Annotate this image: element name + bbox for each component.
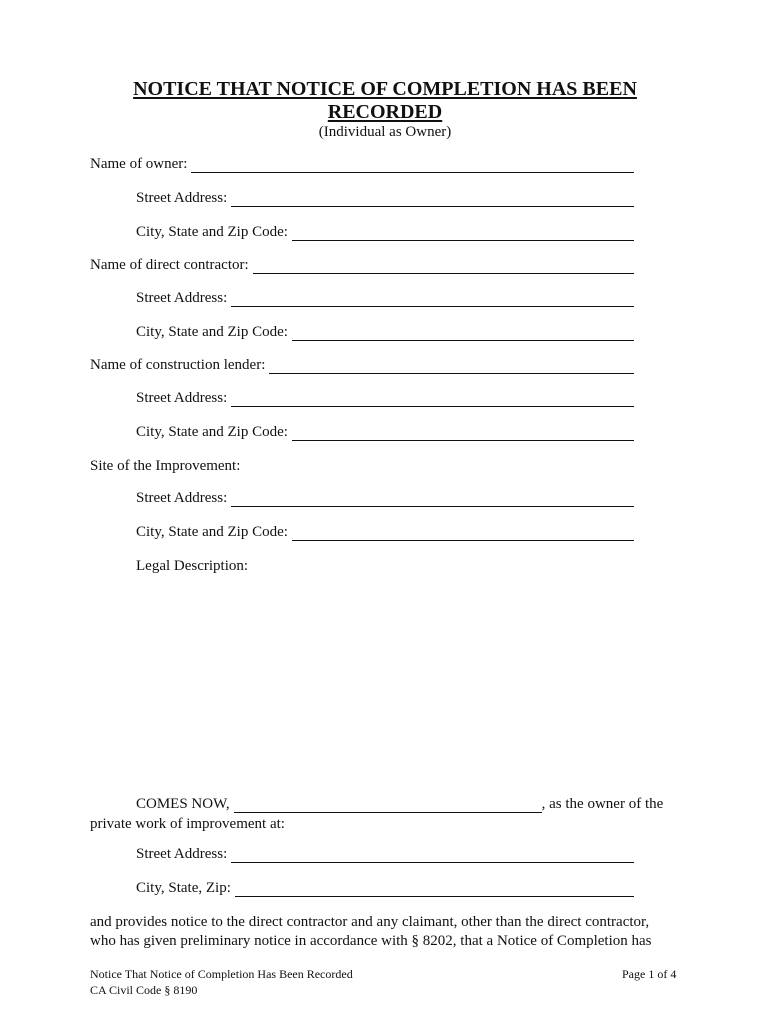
contractor-name-line[interactable] [253, 258, 634, 274]
body-text-line1: and provides notice to the direct contractor and any claimant, other than the direct contractor, [90, 914, 650, 930]
owner-city-label: City, State and Zip Code: [136, 224, 288, 240]
improvement-city-line[interactable] [235, 881, 634, 897]
document-subtitle: (Individual as Owner) [318, 124, 452, 140]
comes-now-owner-line[interactable] [234, 797, 542, 813]
legal-description-label: Legal Description: [136, 558, 249, 574]
owner-city-line[interactable] [292, 225, 634, 241]
owner-name-line[interactable] [191, 157, 634, 173]
owner-name-field[interactable] [90, 155, 634, 173]
contractor-street-line[interactable] [231, 291, 634, 307]
lender-name-label: Name of construction lender: [90, 357, 266, 373]
contractor-city-field[interactable] [136, 323, 634, 341]
comes-now-field[interactable] [136, 795, 663, 813]
owner-street-label: Street Address: [136, 190, 228, 206]
site-street-label: Street Address: [136, 490, 228, 506]
improvement-street-line[interactable] [231, 847, 634, 863]
site-city-label: City, State and Zip Code: [136, 524, 288, 540]
owner-street-field[interactable] [136, 189, 634, 207]
lender-city-label: City, State and Zip Code: [136, 424, 288, 440]
site-city-line[interactable] [292, 525, 634, 541]
comes-now-line2: private work of improvement at: [90, 816, 285, 832]
page-number: Page 1 of 4 [622, 967, 677, 981]
improvement-city-label: City, State, Zip: [136, 880, 231, 896]
contractor-city-line[interactable] [292, 325, 634, 341]
comes-now-suffix: , as the owner of the [541, 796, 664, 812]
site-city-field[interactable] [136, 523, 634, 541]
document-title-line2: RECORDED [327, 101, 443, 123]
lender-name-field[interactable] [90, 356, 634, 374]
lender-name-line[interactable] [269, 358, 634, 374]
owner-name-label: Name of owner: [90, 156, 188, 172]
lender-street-line[interactable] [231, 391, 634, 407]
contractor-name-field[interactable] [90, 256, 634, 274]
contractor-name-label: Name of direct contractor: [90, 257, 249, 273]
document-title-line1: NOTICE THAT NOTICE OF COMPLETION HAS BEEN [133, 78, 637, 100]
footer-code: CA Civil Code § 8190 [90, 983, 198, 997]
site-street-line[interactable] [231, 491, 634, 507]
contractor-street-label: Street Address: [136, 290, 228, 306]
contractor-street-field[interactable] [136, 289, 634, 307]
owner-city-field[interactable] [136, 223, 634, 241]
owner-street-line[interactable] [231, 191, 634, 207]
site-heading: Site of the Improvement: [90, 458, 241, 474]
improvement-street-label: Street Address: [136, 846, 228, 862]
lender-city-field[interactable] [136, 423, 634, 441]
improvement-street-field[interactable] [136, 845, 634, 863]
footer-title: Notice That Notice of Completion Has Been Recorded [90, 967, 353, 981]
body-text-line2: who has given preliminary notice in accordance with § 8202, that a Notice of Completion has [90, 933, 652, 949]
lender-street-field[interactable] [136, 389, 634, 407]
site-street-field[interactable] [136, 489, 634, 507]
improvement-city-field[interactable] [136, 879, 634, 897]
lender-city-line[interactable] [292, 425, 634, 441]
comes-now-prefix: COMES NOW, [136, 796, 230, 812]
contractor-city-label: City, State and Zip Code: [136, 324, 288, 340]
lender-street-label: Street Address: [136, 390, 228, 406]
